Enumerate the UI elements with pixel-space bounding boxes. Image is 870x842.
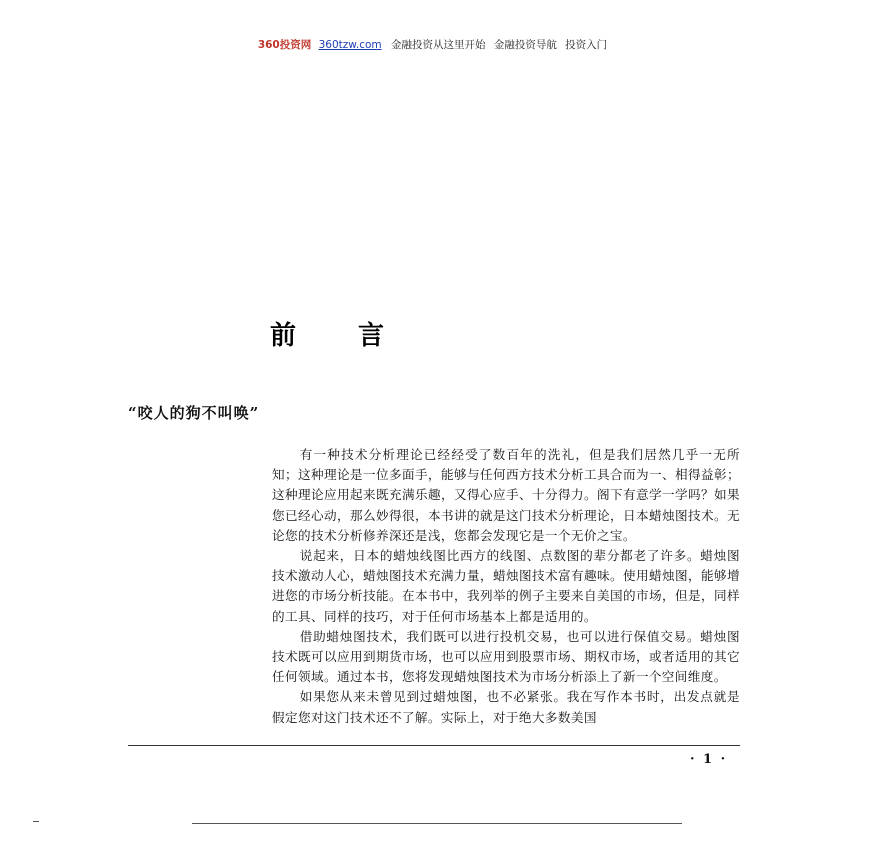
header-link-start[interactable]: 金融投资从这里开始 [390,39,486,51]
section-heading: “咬人的狗不叫唤” [128,404,260,422]
body-text [272,445,740,728]
bottom-divider [192,823,682,824]
header-link-navigation[interactable]: 金融投资导航 [493,39,557,51]
site-url-link[interactable]: 360tzw.com [318,39,382,51]
paragraph: 如果您从来未曾见到过蜡烛图，也不必紧张。我在写作本书时，出发点就是假定您对这门技术还不了解。实际上，对于绝大多数美国 [272,689,740,725]
paragraph: 说起来，日本的蜡烛线图比西方的线图、点数图的辈分都老了许多。蜡烛图技术激动人心，蜡烛图技术充满力量，蜡烛图技术富有趣味。使用蜡烛图，能够增进您的市场分析技能。在本书中，我列举的例子主要来自美国的市场，但是，同样的工具、同样的技巧，对于任何市场基本上都是适用的。 [272,548,740,624]
site-brand[interactable]: 360投资网 [257,39,312,51]
site-header [0,37,870,52]
page-title: 前言 [270,321,447,351]
scan-mark [33,821,39,822]
header-link-intro[interactable]: 投资入门 [565,39,608,51]
page-number: · 1 · [690,752,728,767]
footer-divider [128,745,740,746]
paragraph: 借助蜡烛图技术，我们既可以进行投机交易，也可以进行保值交易。蜡烛图技术既可以应用到期货市场，也可以应用到股票市场、期权市场，或者适用的其它任何领域。通过本书，您将发现蜡烛图技术为市场分析添上了新一个空间维度。 [272,628,740,685]
paragraph: 有一种技术分析理论已经经受了数百年的洗礼，但是我们居然几乎一无所知；这种理论是一位多面手，能够与任何西方技术分析工具合而为一、相得益彰；这种理论应用起来既充满乐趣，又得心应手、十分得力。阁下有意学一学吗？如果您已经心动，那么妙得很，本书讲的就是这门技术分析理论，日本蜡烛图技术。无论您的技术分析修养深还是浅，您都会发现它是一个无价之宝。 [272,447,740,543]
